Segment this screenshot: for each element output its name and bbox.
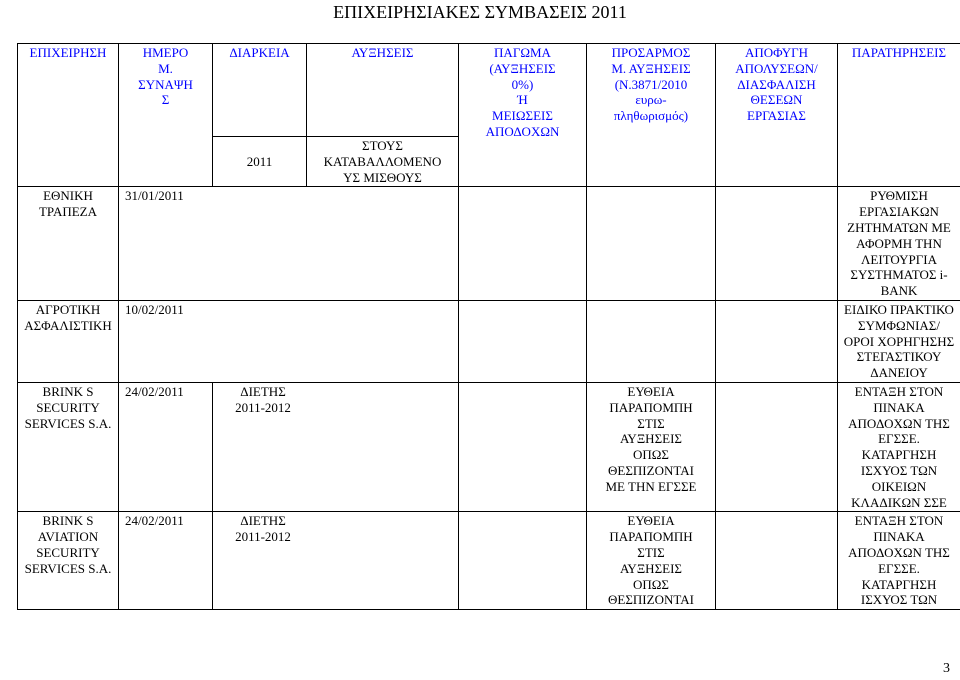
cell-adjustment: [587, 187, 716, 301]
cell-company: [18, 512, 119, 610]
cell-avoid-layoffs: [716, 187, 838, 301]
adjustment-value: ΕΥΘΕΙΑ ΠΑΡΑΠΟΜΠΗ ΣΤΙΣ ΑΥΞΗΣΕΙΣ ΟΠΩΣ ΘΕΣΠΙΖΟΝΤΑΙ ΜΕ ΤΗΝ ΕΓΣΣΕ: [605, 383, 697, 494]
cell-company: [18, 300, 119, 382]
duration-value: ΔΙΕΤΗΣ 2011-2012: [235, 383, 291, 415]
cell-freeze: [459, 187, 587, 301]
document-title: ΕΠΙΧΕΙΡΗΣΙΑΚΕΣ ΣΥΜΒΑΣΕΙΣ 2011: [333, 2, 627, 22]
cell-freeze: [459, 300, 587, 382]
sign-date: 10/02/2011: [125, 301, 184, 317]
header-company: [18, 44, 119, 187]
cell-company: [18, 187, 119, 301]
header-company-label: ΕΠΙΧΕΙΡΗΣΗ: [29, 45, 107, 60]
header-increases-target-label: ΣΤΟΥΣ ΚΑΤΑΒΑΛΛΟΜΕΝΟ ΥΣ ΜΙΣΘΟΥΣ: [323, 138, 442, 185]
header-avoid-layoffs: [716, 44, 838, 187]
table-row: [18, 512, 960, 610]
cell-adjustment: [587, 300, 716, 382]
header-sign-date-label: ΗΜΕΡΟ Μ. ΣΥΝΑΨΗ Σ: [138, 45, 193, 108]
cell-date: [119, 187, 459, 301]
agreements-table: [17, 43, 960, 610]
header-increases-year-label: 2011: [246, 153, 273, 169]
cell-avoid-layoffs: [716, 300, 838, 382]
header-sign-date: [119, 44, 213, 187]
adjustment-value: ΕΥΘΕΙΑ ΠΑΡΑΠΟΜΠΗ ΣΤΙΣ ΑΥΞΗΣΕΙΣ ΟΠΩΣ ΘΕΣΠΙΖΟΝΤΑΙ: [608, 513, 694, 608]
duration-value: ΔΙΕΤΗΣ 2011-2012: [235, 513, 291, 545]
header-increases-label: ΑΥΞΗΣΕΙΣ: [351, 45, 414, 60]
cell-remarks: [838, 512, 960, 610]
cell-freeze: [459, 512, 587, 610]
company-name: ΕΘΝΙΚΗ ΤΡΑΠΕΖΑ: [38, 188, 98, 220]
table-row: [18, 382, 960, 511]
cell-remarks: [838, 300, 960, 382]
cell-remarks: [838, 187, 960, 301]
header-increases: [307, 44, 459, 137]
remarks-value: ΡΥΘΜΙΣΗ ΕΡΓΑΣΙΑΚΩΝ ΖΗΤΗΜΑΤΩΝ ΜΕ ΑΦΟΡΜΗ ΤΗΝ ΛΕΙΤΟΥΡΓΙΑ ΣΥΣΤΗΜΑΤΟΣ i- BANK: [847, 188, 951, 299]
header-freeze-label: ΠΑΓΩΜΑ (ΑΥΞΗΣΕΙΣ 0%) Ή ΜΕΙΩΣΕΙΣ ΑΠΟΔΟΧΩΝ: [485, 45, 560, 139]
table-row: [18, 300, 960, 382]
cell-avoid-layoffs: [716, 512, 838, 610]
cell-company: [18, 382, 119, 511]
company-name: ΑΓΡΟΤΙΚΗ ΑΣΦΑΛΙΣΤΙΚΗ: [24, 301, 112, 333]
cell-avoid-layoffs: [716, 382, 838, 511]
company-name: BRINK S AVIATION SECURITY SERVICES S.A.: [24, 513, 112, 576]
header-increases-year: [213, 137, 307, 187]
cell-remarks: [838, 382, 960, 511]
sign-date: 24/02/2011: [125, 513, 184, 529]
page-number: 3: [943, 661, 950, 676]
remarks-value: ΕΝΤΑΞΗ ΣΤΟΝ ΠΙΝΑΚΑ ΑΠΟΔΟΧΩΝ ΤΗΣ ΕΓΣΣΕ. ΚΑΤΑΡΓΗΣΗ ΙΣΧΥΟΣ ΤΩΝ ΟΙΚΕΙΩΝ ΚΛΑΔΙΚΩΝ ΣΣΕ: [848, 383, 950, 510]
header-row: [18, 44, 960, 137]
header-increases-target: [307, 137, 459, 187]
sign-date: 24/02/2011: [125, 383, 184, 399]
header-avoid-layoffs-label: ΑΠΟΦΥΓΗ ΑΠΟΛΥΣΕΩΝ/ ΔΙΑΣΦΑΛΙΣΗ ΘΕΣΕΩΝ ΕΡΓΑΣΙΑΣ: [735, 45, 818, 124]
cell-duration: [213, 382, 459, 511]
company-name: BRINK S SECURITY SERVICES S.A.: [24, 383, 112, 431]
header-adjustment: [587, 44, 716, 187]
header-duration-label: ΔΙΑΡΚΕΙΑ: [229, 45, 290, 60]
header-freeze: [459, 44, 587, 187]
remarks-value: ΕΙΔΙΚΟ ΠΡΑΚΤΙΚΟ ΣΥΜΦΩΝΙΑΣ/ ΟΡΟΙ ΧΟΡΗΓΗΣΗΣ ΣΤΕΓΑΣΤΙΚΟΥ ΔΑΝΕΙΟΥ: [843, 301, 955, 381]
cell-date: [119, 300, 459, 382]
cell-adjustment: [587, 382, 716, 511]
cell-adjustment: [587, 512, 716, 610]
cell-date: [119, 512, 213, 610]
remarks-value: ΕΝΤΑΞΗ ΣΤΟΝ ΠΙΝΑΚΑ ΑΠΟΔΟΧΩΝ ΤΗΣ ΕΓΣΣΕ. ΚΑΤΑΡΓΗΣΗ ΙΣΧΥΟΣ ΤΩΝ: [848, 513, 950, 608]
header-duration: [213, 44, 307, 137]
table-row: [18, 187, 960, 301]
cell-duration: [213, 512, 459, 610]
header-remarks: [838, 44, 960, 187]
header-remarks-label: ΠΑΡΑΤΗΡΗΣΕΙΣ: [851, 45, 947, 60]
header-adjustment-label: ΠΡΟΣΑΡΜΟΣ Μ. ΑΥΞΗΣΕΙΣ (Ν.3871/2010 ευρω- πληθωρισμός): [611, 45, 691, 124]
cell-freeze: [459, 382, 587, 511]
sign-date: 31/01/2011: [125, 188, 184, 204]
cell-date: [119, 382, 213, 511]
